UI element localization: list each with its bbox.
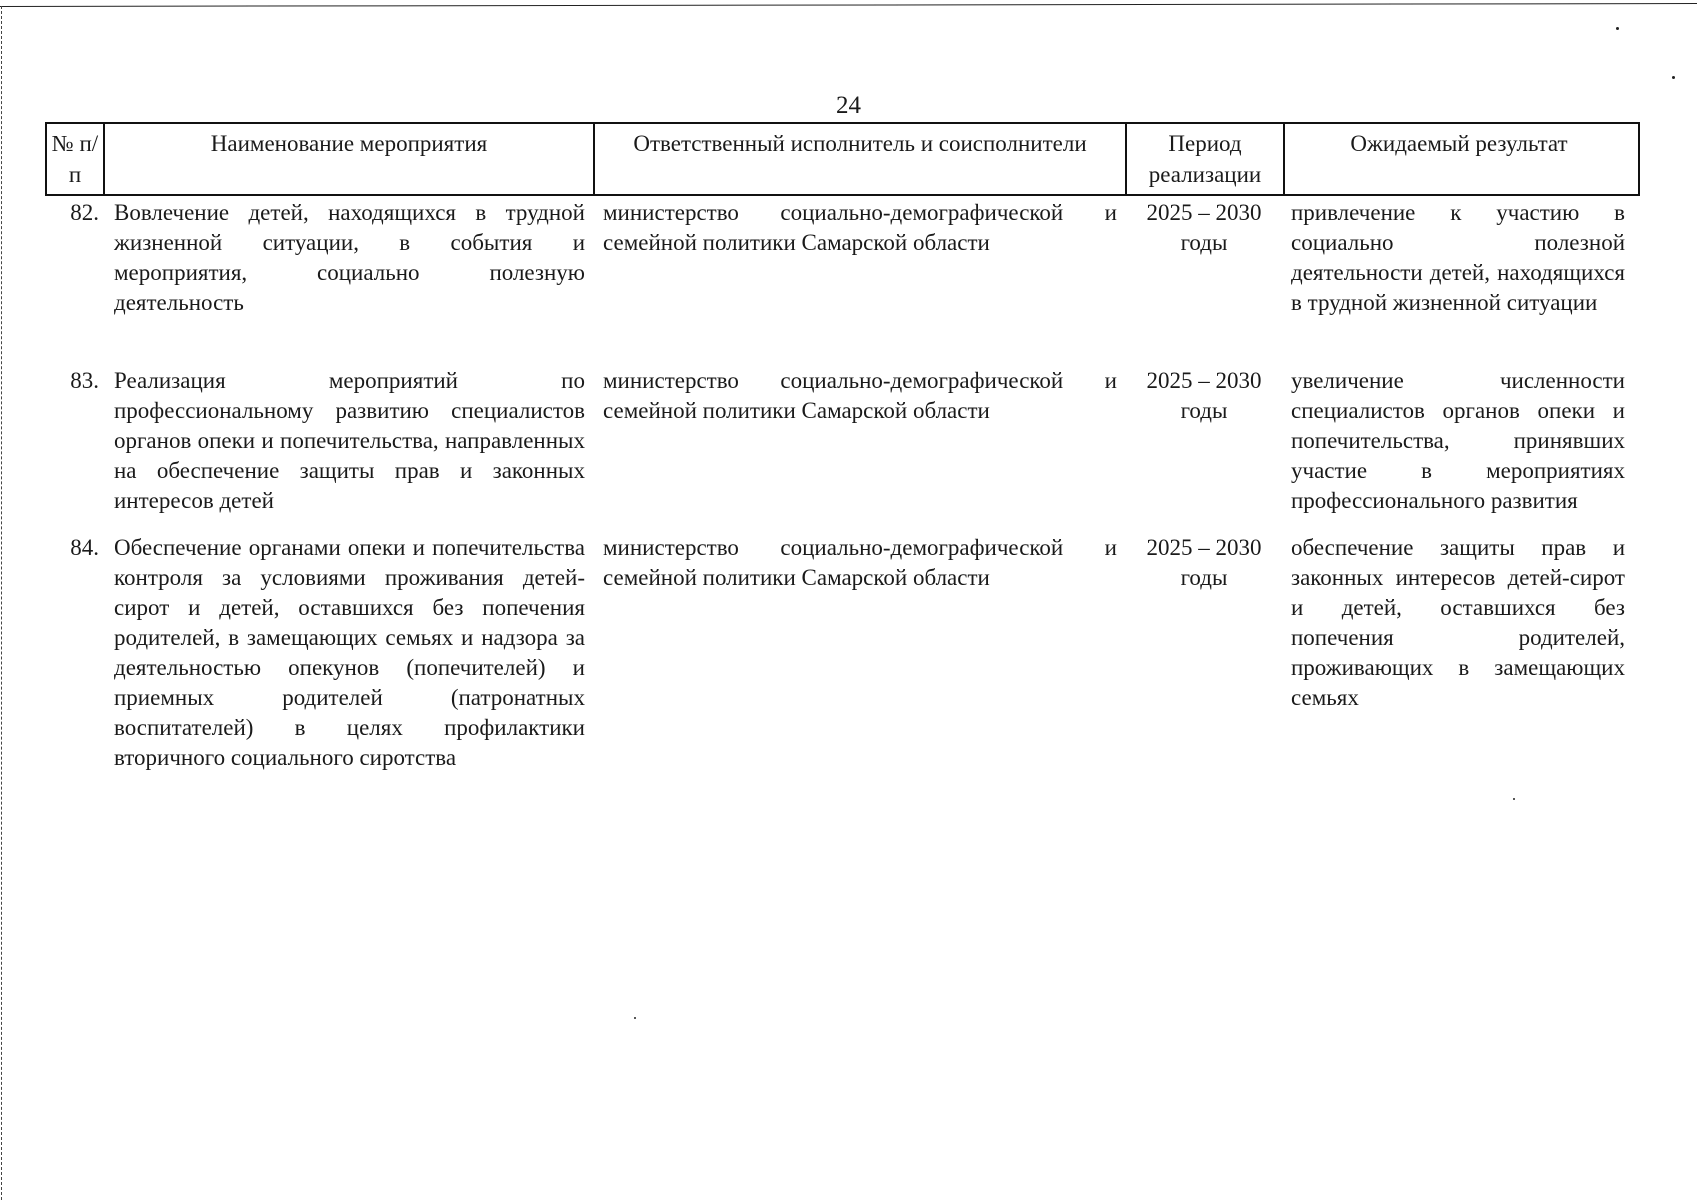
scan-speck xyxy=(1513,798,1515,800)
scan-speck xyxy=(1672,76,1675,79)
row-result: привлечение к участию в социально полезной деятельности детей, находящихся в трудной жизненной ситуации xyxy=(1291,200,1625,315)
table-row xyxy=(45,366,1640,533)
page-number: 24 xyxy=(836,92,861,119)
row-result: увеличение численности специалистов органов опеки и попечительства, принявших участие в мероприятиях профессионального развития xyxy=(1291,368,1625,513)
scan-speck xyxy=(1616,27,1619,30)
header-name: Наименование мероприятия xyxy=(105,124,595,194)
row-num: 82. xyxy=(70,200,99,225)
row-result: обеспечение защиты прав и законных интересов детей-сирот и детей, оставшихся без попечения родителей, проживающих в замещающих семьях xyxy=(1291,535,1625,710)
scan-top-edge xyxy=(0,3,1697,7)
row-name: Вовлечение детей, находящихся в трудной жизненной ситуации, в события и мероприятия, социально полезную деятельность xyxy=(114,200,585,315)
row-num: 83. xyxy=(70,368,99,393)
row-responsible: министерство социально-демографической и семейной политики Самарской области xyxy=(603,535,1117,590)
header-num: № п/п xyxy=(47,124,105,194)
header-responsible: Ответственный исполнитель и соисполнители xyxy=(595,124,1127,194)
scan-speck xyxy=(634,1017,636,1019)
table-header xyxy=(45,122,1640,196)
table-row xyxy=(45,198,1640,366)
row-name: Обеспечение органами опеки и попечительства контроля за условиями проживания детей-сирот и детей, оставшихся без попечения родителей, в замещающих семьях и надзора за деятельностью опекунов (попечителей) и приемных родителей (патронатных воспитателей) в целях профилактики вторичного социального сиротства xyxy=(114,535,585,770)
row-name: Реализация мероприятий по профессиональному развитию специалистов органов опеки и попечительства, направленных на обеспечение защиты прав и законных интересов детей xyxy=(114,368,585,513)
activities-table xyxy=(45,122,1640,773)
row-period: 2025 – 2030 годы xyxy=(1146,535,1262,590)
scan-left-edge xyxy=(1,6,2,1200)
header-period: Период реализации xyxy=(1127,124,1285,194)
row-num: 84. xyxy=(70,535,99,560)
row-period: 2025 – 2030 годы xyxy=(1146,200,1262,255)
row-responsible: министерство социально-демографической и семейной политики Самарской области xyxy=(603,200,1117,255)
row-responsible: министерство социально-демографической и семейной политики Самарской области xyxy=(603,368,1117,423)
row-period: 2025 – 2030 годы xyxy=(1146,368,1262,423)
header-result: Ожидаемый результат xyxy=(1350,131,1568,156)
table-row xyxy=(45,533,1640,773)
